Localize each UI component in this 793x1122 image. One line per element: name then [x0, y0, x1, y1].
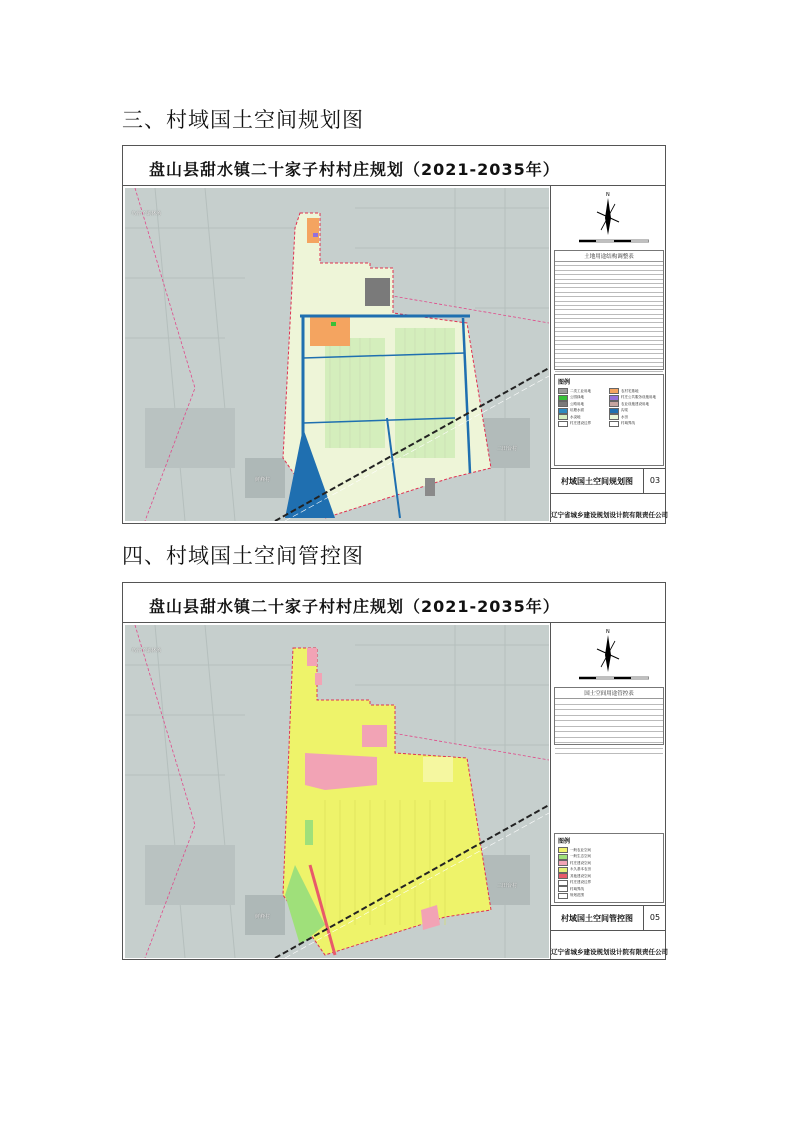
svg-text:N: N	[606, 192, 610, 198]
legend-label: 村庄建设边界	[570, 421, 591, 426]
satellite-map[interactable]	[125, 625, 549, 958]
map-drawing	[125, 625, 549, 958]
land-use-control-table	[554, 687, 664, 745]
legend-swatch-icon	[558, 893, 568, 899]
map-number: 03	[643, 469, 666, 493]
legend-label: 公园绿地	[570, 395, 584, 400]
map-sidebar	[550, 186, 668, 522]
place-label: 鲜峰村	[255, 477, 271, 483]
legend	[554, 833, 664, 903]
place-label: 二田台村	[497, 883, 518, 889]
legend-swatch-icon	[609, 401, 619, 407]
legend-item	[558, 421, 609, 428]
legend-swatch-icon	[558, 847, 568, 853]
legend-swatch-icon	[558, 388, 568, 394]
table-title: 国土空间用途管控表	[555, 688, 663, 699]
legend-item	[609, 421, 660, 428]
map-name-box	[551, 905, 666, 931]
legend-swatch-icon	[558, 401, 568, 407]
place-label: 二田台村	[497, 446, 518, 452]
svg-text:N: N	[606, 629, 610, 635]
legend-swatch-icon	[609, 395, 619, 401]
legend-swatch-icon	[609, 421, 619, 427]
legend-label: 村域界线	[570, 886, 584, 891]
scale-bar-icon	[579, 675, 649, 683]
legend-label: 永久基本农田	[570, 867, 591, 872]
legend-label: 一般农业空间	[570, 847, 591, 852]
legend-swatch-icon	[558, 873, 568, 879]
control-map-sheet	[122, 582, 666, 960]
legend-swatch-icon	[558, 867, 568, 873]
legend-swatch-icon	[558, 880, 568, 886]
legend-swatch-icon	[558, 414, 568, 420]
legend-label: 坑塘水面	[570, 408, 584, 413]
north-arrow-icon	[593, 190, 623, 240]
map-sidebar	[550, 623, 668, 959]
legend-swatch-icon	[558, 854, 568, 860]
legend-label: 一般生态空间	[570, 854, 591, 859]
legend-swatch-icon	[558, 886, 568, 892]
legend-label: 水田	[621, 414, 628, 419]
legend-label: 村庄建设边界	[570, 880, 591, 885]
sheet-title: 盘山县甜水镇二十家子村村庄规划（2021-2035年）	[123, 146, 665, 186]
sheet-title: 盘山县甜水镇二十家子村村庄规划（2021-2035年）	[123, 583, 665, 623]
satellite-map[interactable]	[125, 188, 549, 521]
map-name: 村域国土空间管控图	[561, 914, 633, 923]
legend-label: 沟渠	[621, 408, 628, 413]
map-drawing	[125, 188, 549, 521]
legend-label: 村庄建设空间	[570, 860, 591, 865]
legend-title: 图例	[558, 379, 571, 386]
section-heading-planning: 三、村域国土空间规划图	[122, 108, 364, 132]
place-label: 鲜峰村	[255, 914, 271, 920]
legend-label: 其他建设空间	[570, 873, 591, 878]
legend-swatch-icon	[558, 421, 568, 427]
organization: 辽宁省城乡建设规划设计院有限责任公司	[551, 511, 668, 519]
legend-swatch-icon	[558, 408, 568, 414]
land-use-table	[554, 250, 664, 370]
legend-swatch-icon	[558, 395, 568, 401]
north-arrow-icon	[593, 627, 623, 677]
legend-label: 农业设施建设用地	[621, 401, 649, 406]
legend-swatch-icon	[609, 414, 619, 420]
legend-swatch-icon	[558, 860, 568, 866]
section-heading-control: 四、村域国土空间管控图	[122, 544, 364, 568]
map-name: 村域国土空间规划图	[561, 477, 633, 486]
map-name-box	[551, 468, 666, 494]
legend-label: 村域界线	[621, 421, 635, 426]
legend-label: 二类工业用地	[570, 388, 591, 393]
legend-label: 村庄公共服务设施用地	[621, 395, 656, 400]
map-number: 05	[643, 906, 666, 930]
legend-swatch-icon	[609, 388, 619, 394]
legend-label: 公路用地	[570, 401, 584, 406]
place-label: 乌骨子镇林场	[131, 648, 162, 654]
legend	[554, 374, 664, 466]
legend-label: 水浇地	[570, 414, 581, 419]
planning-map-sheet	[122, 145, 666, 524]
scale-bar-icon	[579, 238, 649, 246]
legend-item	[558, 893, 660, 900]
place-label: 乌骨子镇林场	[131, 211, 162, 217]
legend-swatch-icon	[609, 408, 619, 414]
table-title: 土地用途结构调整表	[555, 251, 663, 262]
organization: 辽宁省城乡建设规划设计院有限责任公司	[551, 948, 668, 956]
legend-label: 规划范围	[570, 893, 584, 898]
legend-title: 图例	[558, 838, 571, 845]
legend-label: 农村宅基地	[621, 388, 639, 393]
